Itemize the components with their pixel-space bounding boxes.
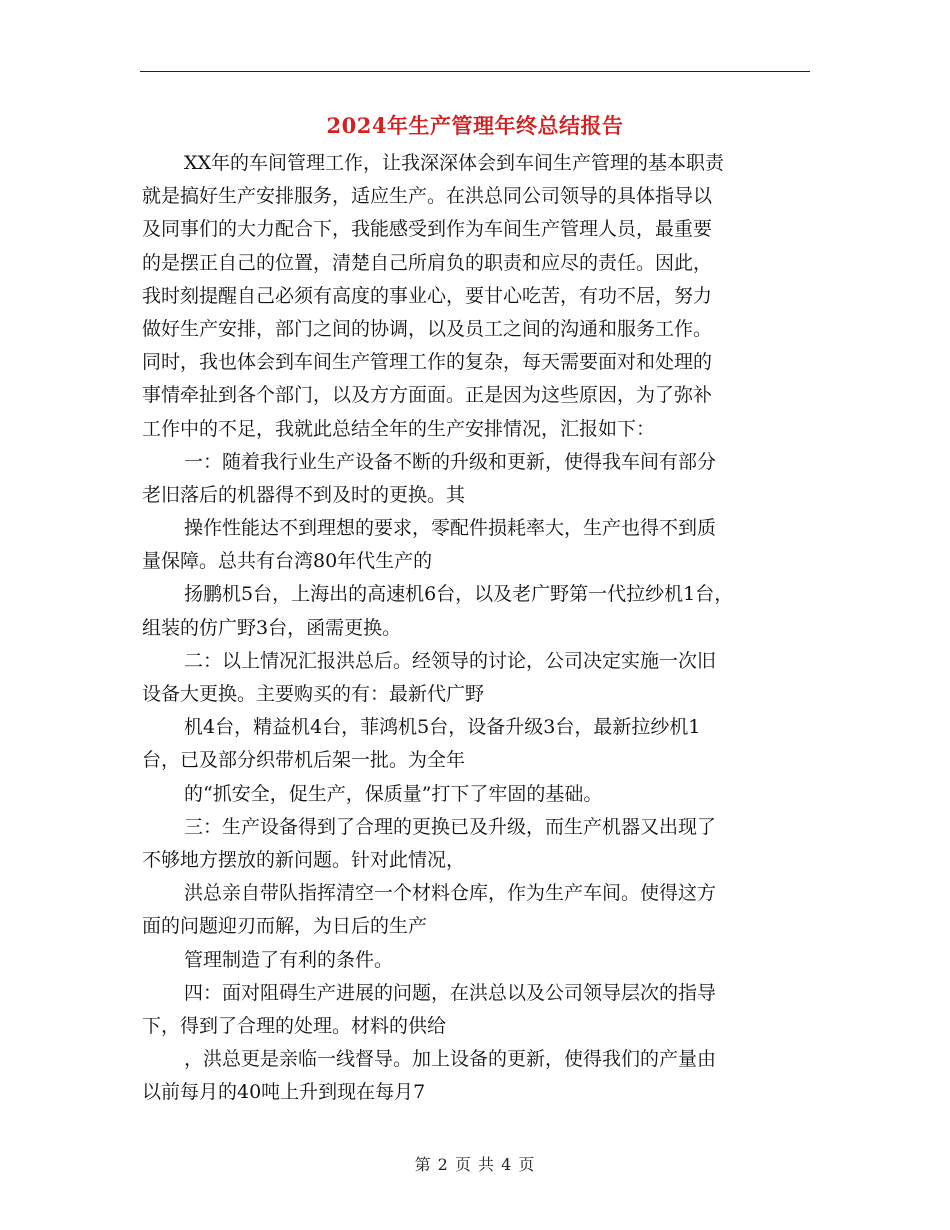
body-line: 及同事们的大力配合下，我能感受到作为车间生产管理人员，最重要 <box>142 218 713 241</box>
body-line: 洪总亲自带队指挥清空一个材料仓库，作为生产车间。使得这方 <box>184 882 717 905</box>
body-line: 工作中的不足，我就此总结全年的生产安排情况，汇报如下： <box>142 417 656 440</box>
body-line: 我时刻提醒自己必须有高度的事业心，要甘心吃苦，有功不居，努力 <box>142 284 713 307</box>
body-line: 做好生产安排，部门之间的协调，以及员工之间的沟通和服务工作。 <box>142 317 713 340</box>
body-line: 设备大更换。主要购买的有：最新代广野 <box>142 683 485 705</box>
body-line: 机4台，精益机4台，菲鸿机5台，设备升级3台，最新拉纱机1 <box>184 716 701 739</box>
body-line: ，洪总更是亲临一线督导。加上设备的更新，使得我们的产量由 <box>184 1048 717 1071</box>
body-line: 同时，我也体会到车间生产管理工作的复杂，每天需要面对和处理的 <box>142 351 713 374</box>
body-line: 的“抓安全，促生产，保质量”打下了牢固的基础。 <box>184 782 603 805</box>
body-line: 操作性能达不到理想的要求，零配件损耗率大，生产也得不到质 <box>184 517 717 540</box>
body-line: 一：随着我行业生产设备不断的升级和更新，使得我车间有部分 <box>184 450 717 473</box>
body-line: 管理制造了有利的条件。 <box>184 948 394 971</box>
body-line: 台，已及部分织带机后架一批。为全年 <box>142 749 466 772</box>
document-body <box>142 147 832 1109</box>
body-line: 下，得到了合理的处理。材料的供给 <box>142 1014 447 1037</box>
body-line: 三：生产设备得到了合理的更换已及升级，而生产机器又出现了 <box>184 815 717 838</box>
body-line: 面的问题迎刃而解，为日后的生产 <box>142 915 428 938</box>
body-line: 四：面对阻碍生产进展的问题，在洪总以及公司领导层次的指导 <box>184 981 717 1004</box>
body-line: 老旧落后的机器得不到及时的更换。其 <box>142 483 466 506</box>
body-line: 以前每月的40吨上升到现在每月7 <box>142 1081 426 1104</box>
header-rule <box>140 71 810 72</box>
page-number-footer: 第 2 页 共 4 页 <box>414 1155 536 1174</box>
body-line: 就是搞好生产安排服务，适应生产。在洪总同公司领导的具体指导以 <box>142 185 713 208</box>
body-line: 二：以上情况汇报洪总后。经领导的讨论，公司决定实施一次旧 <box>184 649 717 672</box>
document-title: 2024年生产管理年终总结报告 <box>326 113 624 138</box>
body-line: 的是摆正自己的位置，清楚自己所肩负的职责和应尽的责任。因此， <box>142 251 713 274</box>
body-line: 量保障。总共有台湾80年代生产的 <box>142 550 433 573</box>
body-line: 不够地方摆放的新问题。针对此情况， <box>142 848 466 871</box>
body-line: XX年的车间管理工作，让我深深体会到车间生产管理的基本职责 <box>184 152 725 174</box>
body-line: 组装的仿广野3台，函需更换。 <box>142 616 402 639</box>
body-line: 扬鹏机5台，上海出的高速机6台，以及老广野第一代拉纱机1台， <box>184 583 734 606</box>
body-line: 事情牵扯到各个部门，以及方方面面。正是因为这些原因，为了弥补 <box>142 384 713 407</box>
